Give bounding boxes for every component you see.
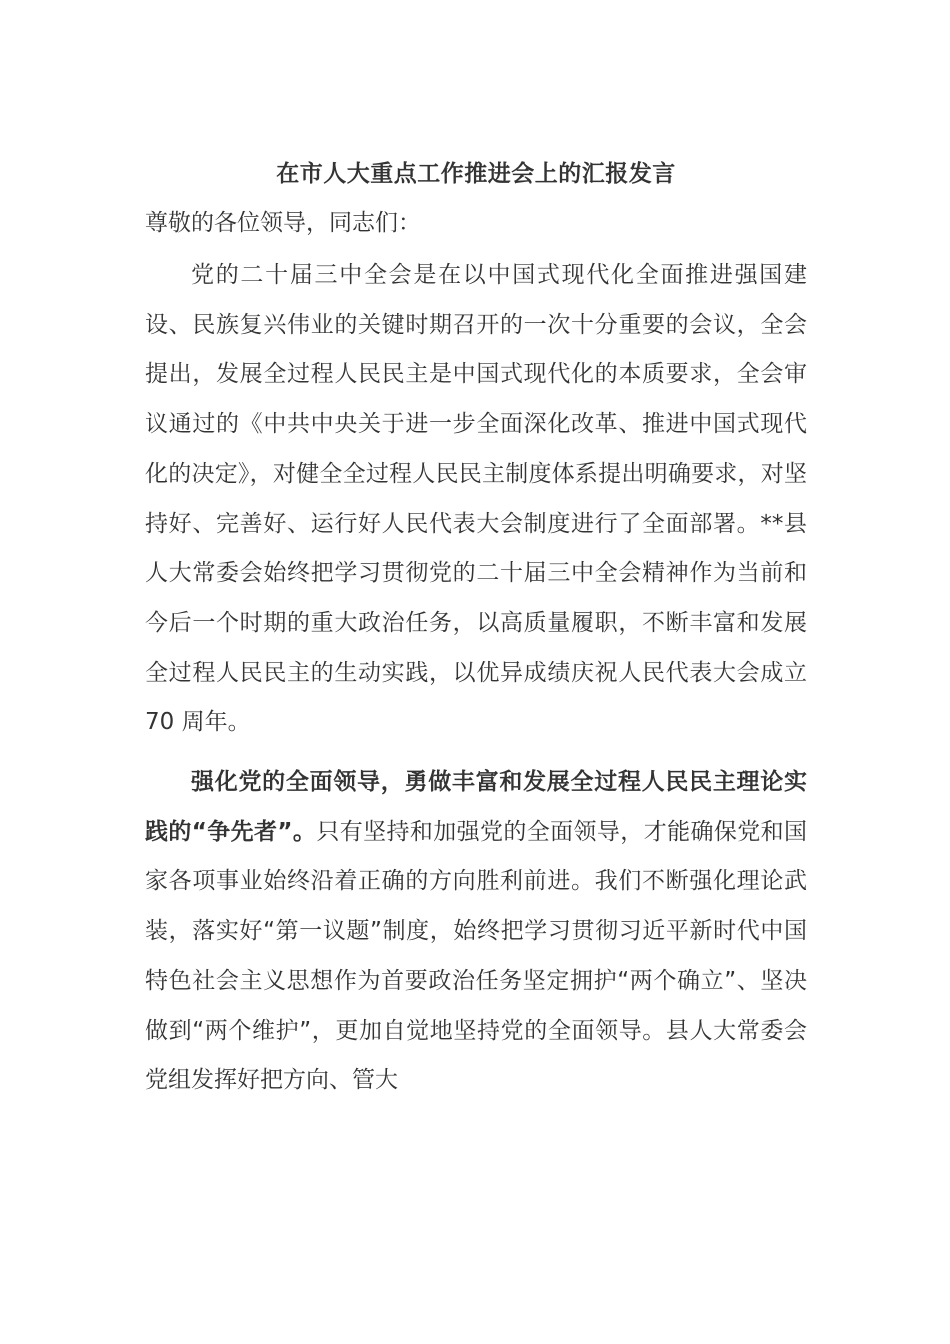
- paragraph-lead-heading: 强化党的全面领导，勇做丰富和发展全过程人民民主理论实践的“争先者”。: [145, 769, 807, 845]
- paragraph-intro: [145, 251, 807, 748]
- document-page: [145, 156, 807, 1106]
- document-title: 在市人大重点工作推进会上的汇报发言: [276, 161, 676, 187]
- paragraph-body: 党的二十届三中全会是在以中国式现代化全面推进强国建设、民族复兴伟业的关键时期召开的一次十分重要的会议，全会提出，发展全过程人民民主是中国式现代化的本质要求，全会审议通过的《中共中央关于进一步全面深化改革、推进中国式现代化的决定》，对健全全过程人民民主制度体系提出明确要求，对坚持好、完善好、运行好人民代表大会制度进行了全面部署。**县人大常委会始终把学习贯彻党的二十届三中全会精神作为当前和今后一个时期的重大政治任务，以高质量履职，不断丰富和发展全过程人民民主的生动实践，以优异成绩庆祝人民代表大会成立 70 周年。: [145, 262, 807, 736]
- paragraph-leadership: [145, 758, 807, 1106]
- salutation: 尊敬的各位领导，同志们：: [145, 210, 421, 236]
- paragraph-body: 只有坚持和加强党的全面领导，才能确保党和国家各项事业始终沿着正确的方向胜利前进。我们不断强化理论武装，落实好“第一议题”制度，始终把学习贯彻习近平新时代中国特色社会主义思想作为首要政治任务坚定拥护“两个确立”、坚决做到“两个维护”，更加自觉地坚持党的全面领导。县人大常委会党组发挥好把方向、管大: [145, 818, 808, 1094]
